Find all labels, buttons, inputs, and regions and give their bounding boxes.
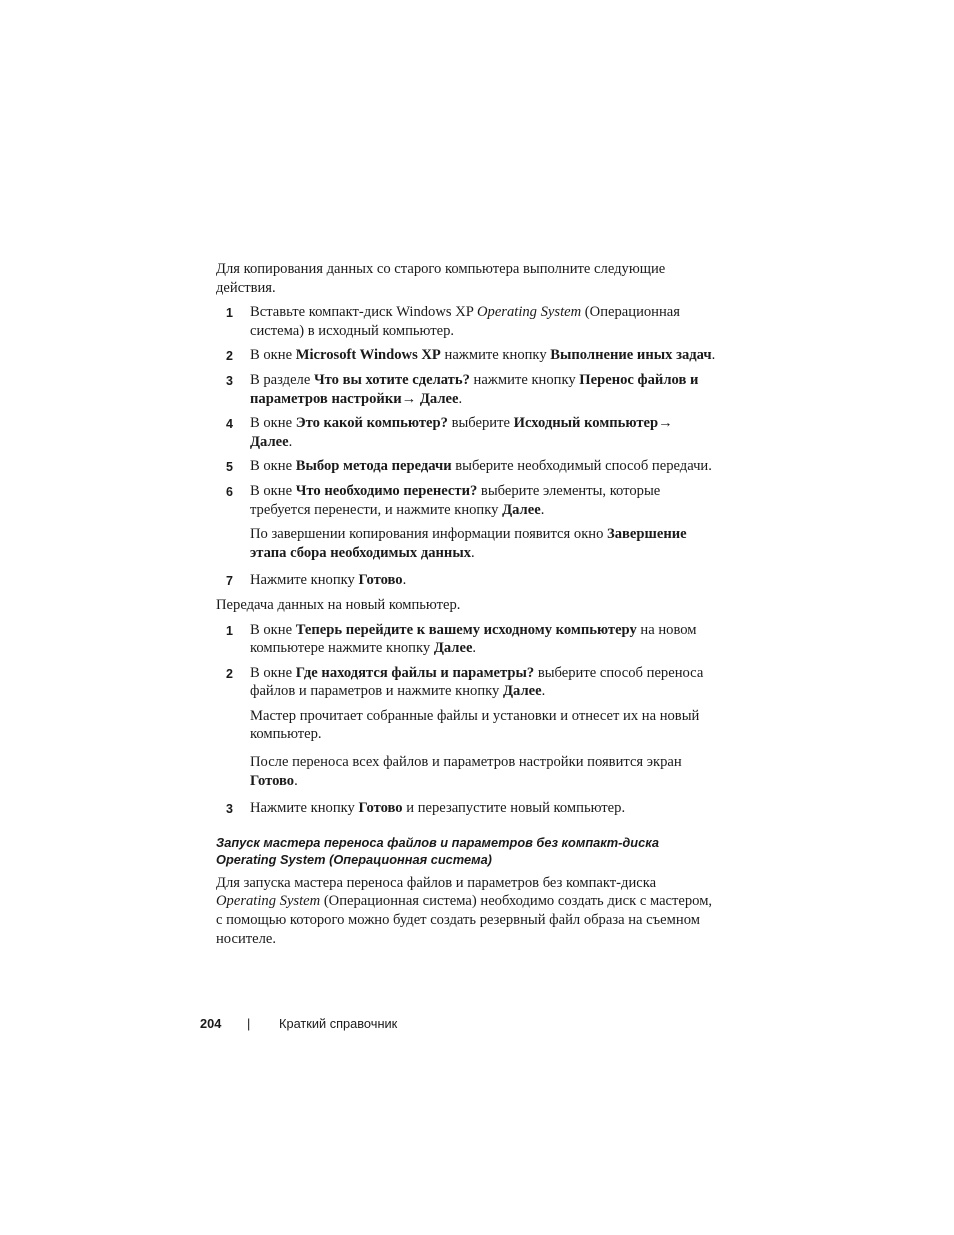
intro-paragraph: Для копирования данных со старого компьютера выполните следующие действия. bbox=[216, 261, 666, 296]
step-number: 7 bbox=[226, 574, 233, 589]
list-item: 5 В окне Выбор метода передачи выберите необходимый способ передачи. bbox=[216, 457, 716, 476]
list-item: 6 В окне Что необходимо перенести? выберите элементы, которые требуется перенести, и нажмите кнопку Далее. bbox=[226, 482, 661, 518]
list-item: 1 Вставьте компакт-диск Windows XP Operating System (Операционная система) в исходный компьютер. bbox=[226, 304, 680, 339]
section-paragraph: Для запуска мастера переноса файлов и параметров без компакт-диска Operating System (Операционная система) необходимо создать диск с мастером, с помощью которого можно будет создать резервный файл образа на съемном носителе. bbox=[216, 874, 713, 947]
step-number: 5 bbox=[226, 460, 233, 475]
transfer-intro: Передача данных на новый компьютер. bbox=[216, 596, 461, 613]
step-number: 3 bbox=[226, 802, 233, 817]
footer-title: Краткий справочник bbox=[279, 1016, 398, 1031]
list-item: 2 В окне Где находятся файлы и параметры? выберите способ переноса файлов и параметров и нажмите кнопку Далее. bbox=[226, 664, 704, 700]
page-content bbox=[216, 260, 716, 954]
section-heading: Запуск мастера переноса файлов и параметров без компакт-диска Operating System (Операционная система) bbox=[216, 834, 659, 867]
list-item: 2 В окне Microsoft Windows XP нажмите кнопку Выполнение иных задач. bbox=[216, 346, 716, 365]
step-note: По завершении копирования информации появится окно Завершение этапа сбора необходимых данных. bbox=[250, 526, 687, 561]
step-number: 4 bbox=[226, 417, 233, 432]
step-number: 2 bbox=[226, 666, 233, 681]
page-number: 204 bbox=[200, 1016, 222, 1031]
step-number: 3 bbox=[226, 373, 233, 388]
footer-separator: | bbox=[247, 1016, 251, 1031]
list-item: 7 Нажмите кнопку Готово. bbox=[216, 571, 716, 590]
step-note: Мастер прочитает собранные файлы и установки и отнесет их на новый компьютер. bbox=[250, 707, 700, 743]
step-number: 1 bbox=[226, 623, 233, 638]
list-item: 4 В окне Это какой компьютер? выберите Исходный компьютер→ Далее. bbox=[226, 415, 673, 450]
step-number: 1 bbox=[226, 306, 233, 321]
step-number: 2 bbox=[226, 349, 233, 364]
list-item: 3 Нажмите кнопку Готово и перезапустите новый компьютер. bbox=[216, 799, 716, 818]
step-note: После переноса всех файлов и параметров настройки появится экран Готово. bbox=[250, 754, 682, 789]
list-item: 1 В окне Теперь перейдите к вашему исходному компьютеру на новом компьютере нажмите кнопку Далее. bbox=[226, 621, 697, 657]
step-number: 6 bbox=[226, 484, 233, 499]
list-item: 3 В разделе Что вы хотите сделать? нажмите кнопку Перенос файлов и параметров настройки→ Далее. bbox=[226, 371, 699, 407]
